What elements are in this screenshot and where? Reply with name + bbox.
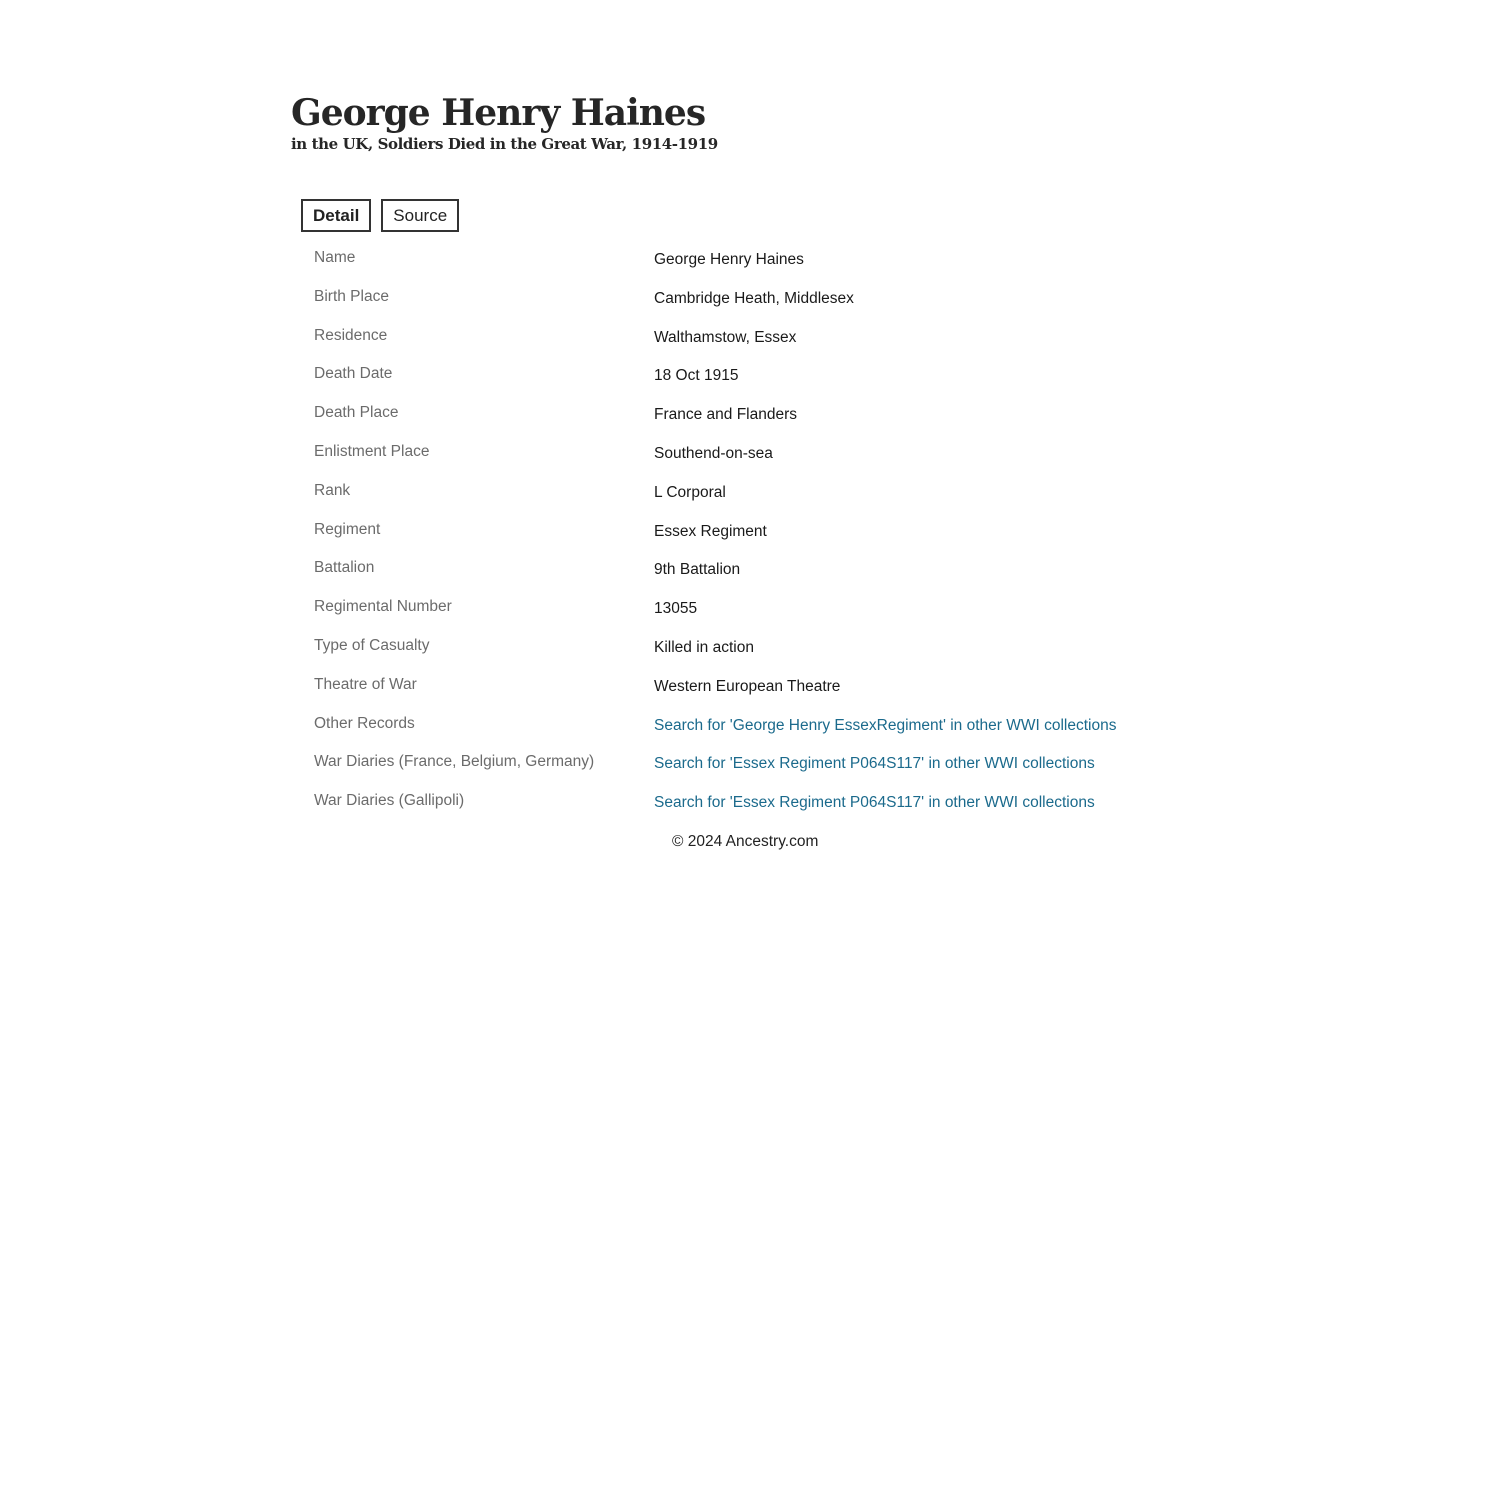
record-row-war-diaries-gallipoli xyxy=(291,785,1191,824)
record-row-war-diaries-france xyxy=(291,746,1191,785)
record-row-residence xyxy=(291,320,1191,359)
record-label: Theatre of War xyxy=(314,675,417,693)
record-value: Essex Regiment xyxy=(654,522,767,540)
record-row-enlistment-place xyxy=(291,436,1191,475)
record-label: War Diaries (France, Belgium, Germany) xyxy=(314,753,595,771)
record-value: 13055 xyxy=(654,600,698,618)
record-value: Western European Theatre xyxy=(654,677,841,695)
tab-bar xyxy=(301,199,459,232)
record-value: Walthamstow, Essex xyxy=(654,328,797,346)
record-row-type-of-casualty xyxy=(291,630,1191,669)
record-label: Death Date xyxy=(314,365,393,383)
record-label: Other Records xyxy=(314,714,415,732)
page-title: George Henry Haines xyxy=(291,92,706,134)
record-label: Birth Place xyxy=(314,287,389,305)
record-row-regiment xyxy=(291,514,1191,553)
record-row-name xyxy=(291,242,1191,281)
record-label: Enlistment Place xyxy=(314,442,430,460)
record-label: Name xyxy=(314,249,356,266)
record-row-birth-place xyxy=(291,281,1191,320)
record-row-theatre-of-war xyxy=(291,669,1191,708)
copyright-footer: © 2024 Ancestry.com xyxy=(672,833,819,850)
record-value: Killed in action xyxy=(654,638,754,656)
record-label: Residence xyxy=(314,326,388,344)
record-label: Type of Casualty xyxy=(314,636,430,654)
record-value: L Corporal xyxy=(654,483,726,501)
record-value: Southend-on-sea xyxy=(654,444,773,462)
record-label: War Diaries (Gallipoli) xyxy=(314,792,465,810)
record-value: France and Flanders xyxy=(654,406,798,424)
record-row-regimental-number xyxy=(291,591,1191,630)
record-label: Battalion xyxy=(314,559,375,577)
record-value: George Henry Haines xyxy=(654,251,804,268)
record-value: 18 Oct 1915 xyxy=(654,367,739,385)
record-label: Death Place xyxy=(314,404,399,422)
record-details-table xyxy=(291,242,1191,824)
record-label: Rank xyxy=(314,481,351,499)
record-label: Regimental Number xyxy=(314,598,452,616)
war-diaries-france-search-link[interactable]: Search for 'Essex Regiment P064S117' in other WWI collections xyxy=(654,755,1095,773)
collection-subtitle: in the UK, Soldiers Died in the Great War, 1914-1919 xyxy=(291,135,718,153)
record-value: 9th Battalion xyxy=(654,561,741,579)
other-records-search-link[interactable]: Search for 'George Henry EssexRegiment' in other WWI collections xyxy=(654,716,1117,734)
record-row-battalion xyxy=(291,552,1191,591)
record-value: Cambridge Heath, Middlesex xyxy=(654,289,854,307)
tab-source[interactable]: Source xyxy=(381,199,459,232)
record-row-death-place xyxy=(291,397,1191,436)
record-row-other-records xyxy=(291,708,1191,747)
record-label: Regiment xyxy=(314,520,381,538)
tab-detail[interactable]: Detail xyxy=(301,199,371,232)
record-row-rank xyxy=(291,475,1191,514)
war-diaries-gallipoli-search-link[interactable]: Search for 'Essex Regiment P064S117' in other WWI collections xyxy=(654,794,1095,812)
record-page xyxy=(291,92,1191,812)
record-row-death-date xyxy=(291,358,1191,397)
